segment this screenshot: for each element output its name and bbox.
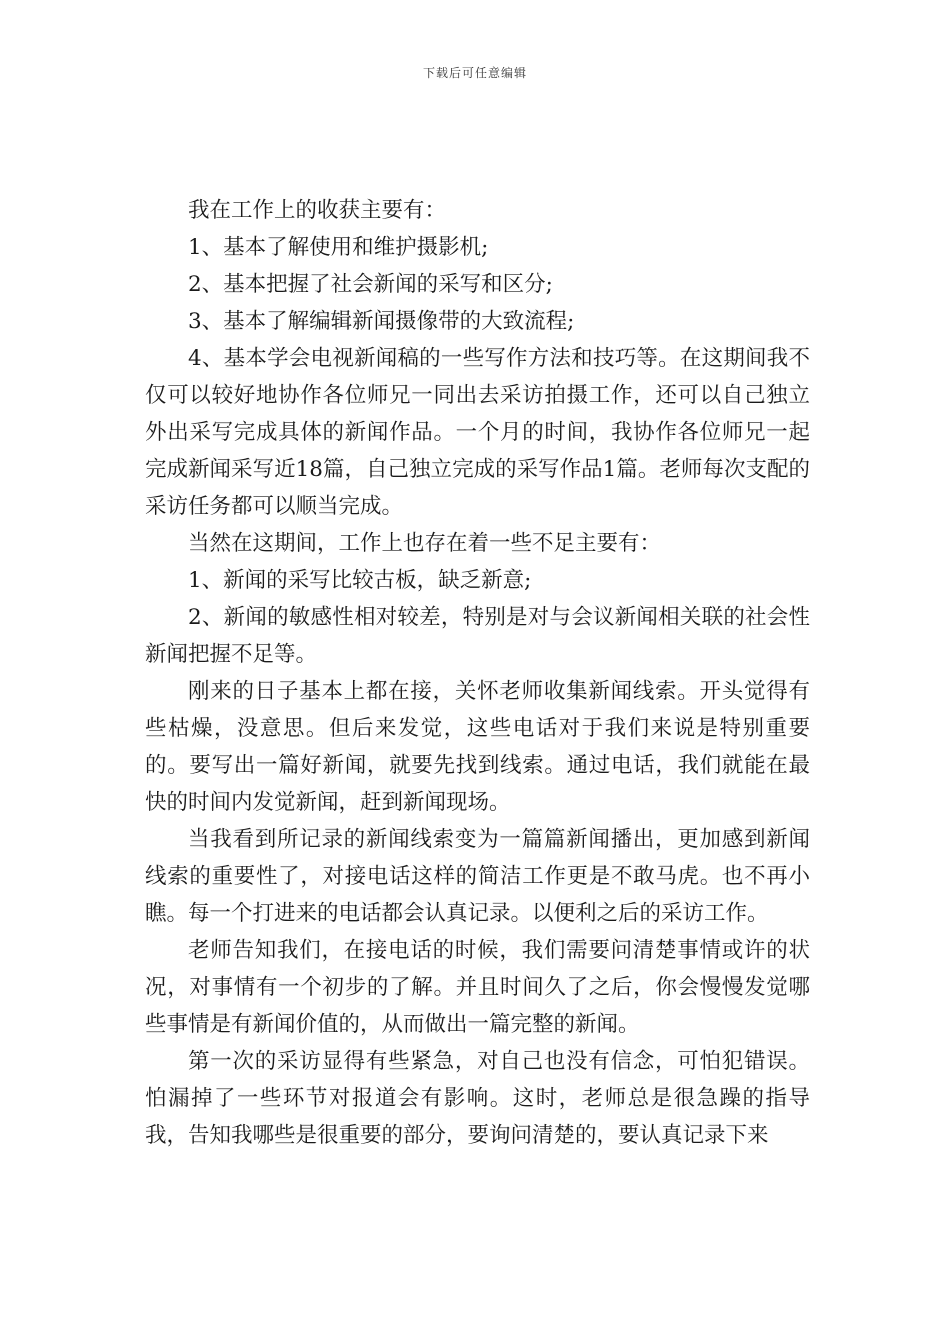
paragraph: 刚来的日子基本上都在接，关怀老师收集新闻线索。开头觉得有些枯燥，没意思。但后来发觉，这些电话对于我们来说是特别重要的。要写出一篇好新闻，就要先找到线索。通过电话，我们就能在最快的时间内发觉新闻，赶到新闻现场。 — [145, 679, 810, 815]
paragraph: 1、新闻的采写比较古板，缺乏新意; — [188, 568, 532, 593]
page-header: 下载后可任意编辑 — [422, 66, 527, 80]
paragraph: 当然在这期间，工作上也存在着一些不足主要有： — [188, 531, 662, 556]
paragraph: 2、新闻的敏感性相对较差，特别是对与会议新闻相关联的社会性新闻把握不足等。 — [145, 605, 810, 667]
paragraph: 老师告知我们，在接电话的时候，我们需要问清楚事情或许的状况，对事情有一个初步的了解。并且时间久了之后，你会慢慢发觉哪些事情是有新闻价值的，从而做出一篇完整的新闻。 — [145, 938, 810, 1037]
paragraph: 我在工作上的收获主要有： — [188, 198, 447, 223]
paragraph: 1、基本了解使用和维护摄影机; — [188, 235, 489, 260]
paragraph: 4、基本学会电视新闻稿的一些写作方法和技巧等。在这期间我不仅可以较好地协作各位师兄一同出去采访拍摄工作，还可以自己独立外出采写完成具体的新闻作品。一个月的时间，我协作各位师兄一起完成新闻采写近18篇，自己独立完成的采写作品1篇。老师每次支配的采访任务都可以顺当完成。 — [145, 346, 810, 519]
paragraph: 第一次的采访显得有些紧急，对自己也没有信念，可怕犯错误。怕漏掉了一些环节对报道会有影响。这时，老师总是很急躁的指导我，告知我哪些是很重要的部分，要询问清楚的，要认真记录下来 — [145, 1049, 810, 1148]
document-body — [145, 192, 810, 1154]
paragraph: 2、基本把握了社会新闻的采写和区分; — [188, 272, 553, 297]
paragraph: 3、基本了解编辑新闻摄像带的大致流程; — [188, 309, 575, 334]
paragraph: 当我看到所记录的新闻线索变为一篇篇新闻播出，更加感到新闻线索的重要性了，对接电话这样的简洁工作更是不敢马虎。也不再小瞧。每一个打进来的电话都会认真记录。以便利之后的采访工作。 — [145, 827, 810, 926]
